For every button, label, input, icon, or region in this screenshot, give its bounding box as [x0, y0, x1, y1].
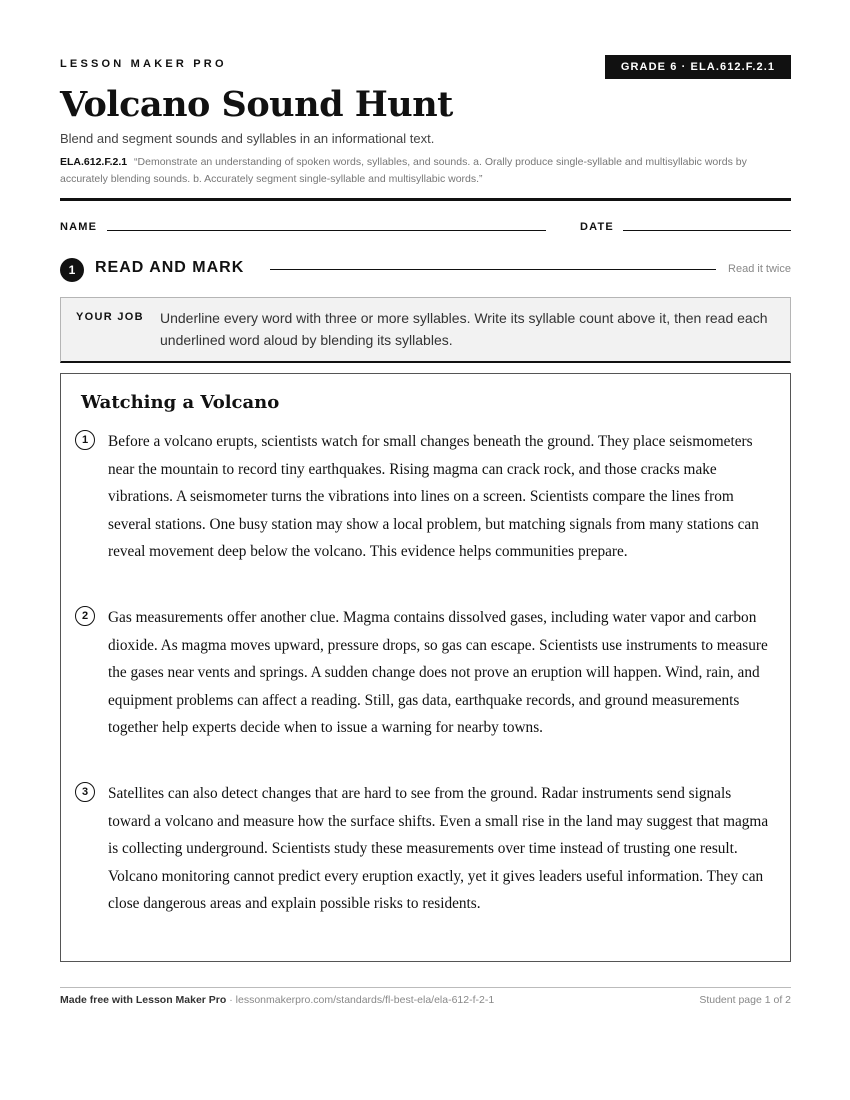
paragraph-text: Before a volcano erupts, scientists watch for small changes beneath the ground. They place seismometers near the mountain to record tiny earthquakes. Rising magma can crack rock, and those cracks make vibrations. A seismometer turns the vibrations into lines on a screen. Scientists compare the lines from several stations. One busy station may show a local problem, but matching signals from many stations can reveal movement deep below the volcano. This evidence helps communities prepare.	[108, 433, 759, 560]
name-label: NAME	[60, 221, 98, 233]
page-title: Volcano Sound Hunt	[60, 84, 453, 125]
page-number: Student page 1 of 2	[699, 994, 791, 1006]
date-field[interactable]	[623, 230, 791, 231]
paragraph-text: Gas measurements offer another clue. Magma contains dissolved gases, including water vapor and carbon dioxide. As magma moves upward, pressure drops, so gas can escape. Scientists use instruments to measure the gases near vents and springs. A sudden change does not prove an eruption will happen. Wind, rain, and equipment problems can affect a reading. Still, gas data, earthquake records, and ground measurements together help experts decide when to issue a warning for nearby towns.	[108, 609, 768, 736]
standard-description	[60, 154, 780, 188]
section-title: READ AND MARK	[95, 259, 245, 276]
instructions-text: Underline every word with three or more syllables. Write its syllable count above it, then read each underlined word aloud by blending its syllables.	[160, 310, 768, 348]
name-field[interactable]	[107, 230, 546, 231]
section-note: Read it twice	[728, 263, 791, 275]
grade-badge: GRADE 6 · ELA.612.F.2.1	[605, 55, 791, 79]
reading-passage	[60, 373, 791, 962]
section-rule	[270, 269, 716, 270]
footer-divider	[60, 987, 791, 988]
instructions-label: YOUR JOB	[76, 311, 144, 323]
standard-code: ELA.612.F.2.1	[60, 156, 128, 168]
passage-title: Watching a Volcano	[81, 392, 280, 413]
paragraph-number: 3	[75, 782, 95, 802]
paragraph-text: Satellites can also detect changes that are hard to see from the ground. Radar instruments send signals toward a volcano and measure how the surface shifts. Even a small rise in the land may suggest that magma is collecting underground. Scientists study these measurements over time instead of trusting one result. Volcano monitoring cannot predict every eruption exactly, yet it gives leaders useful information. They can close dangerous areas and explain possible risks to residents.	[108, 785, 769, 912]
standard-text: “Demonstrate an understanding of spoken words, syllables, and sounds. a. Orally produce single-syllable and multisyllabic words by accurately blending sounds. b. Accurately segment single-syllable and multisyllabic words.”	[60, 156, 747, 185]
page-subtitle: Blend and segment sounds and syllables in an informational text.	[60, 131, 435, 146]
footer-separator: ·	[226, 994, 236, 1006]
footer-url-link[interactable]: lessonmakerpro.com/standards/fl-best-ela/ela-612-f-2-1	[235, 994, 495, 1006]
footer-made-with: Made free with Lesson Maker Pro	[60, 994, 227, 1006]
section-header	[60, 258, 791, 282]
header-divider	[60, 198, 791, 201]
paragraph-number: 1	[75, 430, 95, 450]
footer-credit	[60, 994, 494, 1006]
date-label: DATE	[580, 221, 614, 233]
paragraph-number: 2	[75, 606, 95, 626]
instructions-box	[60, 297, 791, 363]
step-number-badge: 1	[60, 258, 84, 282]
brand-name: LESSON MAKER PRO	[60, 58, 227, 70]
